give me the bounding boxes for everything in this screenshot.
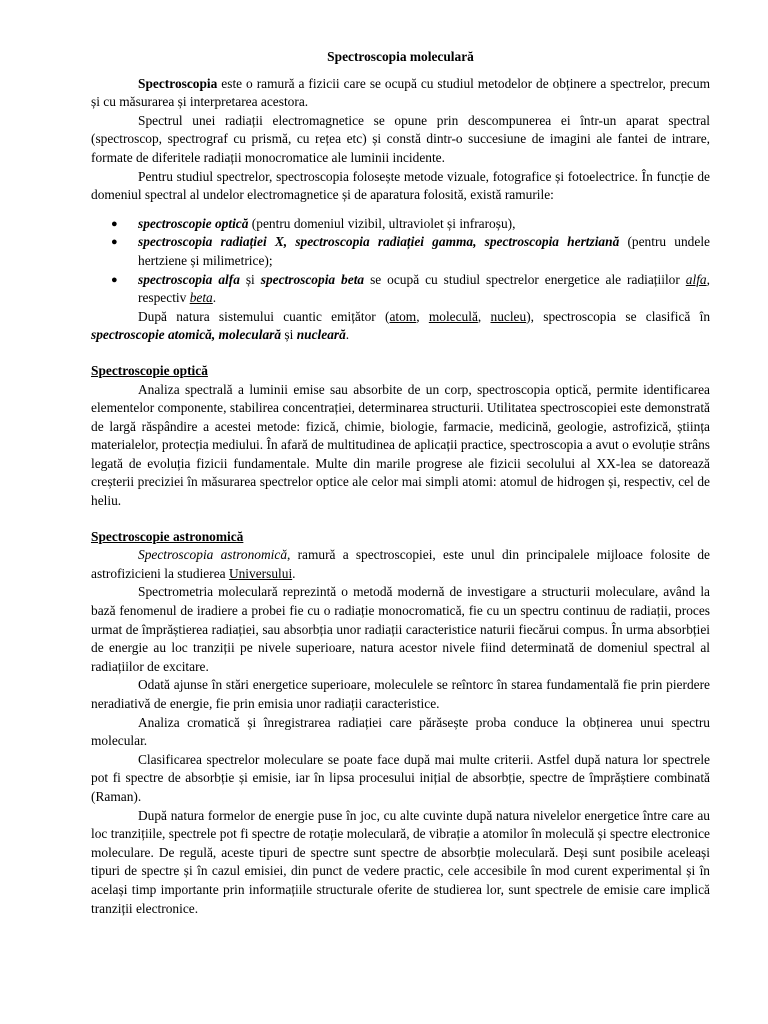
- classification-paragraph: După natura sistemului cuantic emițător (atom, moleculă, nucleu), spectroscopia se clasifică în spectroscopie atomică, moleculară și nucleară.: [91, 308, 711, 343]
- universului-link[interactable]: Universului: [228, 565, 293, 581]
- page-title: Spectroscopia moleculară: [327, 49, 474, 64]
- intro-paragraph-2: Spectrul unei radiații electromagnetice se opune prin descompunerea ei într-un aparat spectral (spectroscop, spectrograf cu prismă, cu rețea etc) și constă dintr-o succesiune de imagini ale fantei de intrare, formate de diferitele radiații monocromatice ale luminii incidente.: [91, 112, 710, 165]
- beta-link[interactable]: beta: [189, 290, 213, 306]
- molecula-link[interactable]: moleculă: [428, 308, 478, 324]
- intro-paragraph-1: Spectroscopia este o ramură a fizicii care se ocupă cu studiul metodelor de obținere a spectrelor, precum și cu măsurarea și interpretarea acestora.: [91, 75, 710, 110]
- bullet-icon: ●: [111, 273, 118, 286]
- astro-paragraph-5: Clasificarea spectrelor moleculare se poate face după mai multe criterii. Astfel după natura lor spectrele pot fi spectre de absorbție și emisie, iar în lipsa procesului inițial de absorbție, spectre de împrăștiere combinată (Raman).: [91, 751, 710, 804]
- section-heading-astronomica: Spectroscopie astronomică: [91, 528, 244, 544]
- astro-paragraph-6: După natura formelor de energie puse în joc, cu alte cuvinte după natura nivelelor energetice între care au loc tranzițiile, spectrele pot fi spectre de rotație moleculară, de vibrație a atomilor în moleculă și spectre electronice moleculare. De regulă, aceste tipuri de spectre sunt spectre de absorbție moleculară. Deși sunt posibile aceleași tipuri de spectre și în cazul emisiei, din punct de vedere practic, cele accesibile în mod curent experimental și în același timp importante prin informațiile structurale oferite de studierea lor, sunt spectrele de emisie care implică tranziții electronice.: [91, 807, 710, 916]
- list-item: ● spectroscopia alfa și spectroscopia beta se ocupă cu studiul spectrelor energetice ale radiațiilor alfa, respectiv beta.: [111, 271, 710, 306]
- nucleu-link[interactable]: nucleu: [490, 308, 527, 324]
- list-item: ● spectroscopie optică (pentru domeniul vizibil, ultraviolet și infraroșu),: [91, 215, 710, 234]
- astro-paragraph-3: Odată ajunse în stări energetice superioare, moleculele se reîntorc în starea fundamentală fie prin pierdere neradiativă de energie, fie prin emisia unor radiații caracteristice.: [91, 677, 710, 711]
- astro-paragraph-1: Spectroscopia astronomică, ramură a spectroscopiei, este unul din principalele mijloace folosite de astrofizicieni la studierea Universului.: [91, 547, 710, 581]
- astro-paragraph-4: Analiza cromatică și înregistrarea radiației care părăsește proba conduce la obținerea unui spectru molecular.: [91, 714, 710, 749]
- intro-paragraph-3: Pentru studiul spectrelor, spectroscopia folosește metode vizuale, fotografice și fotoelectrice. În funcție de domeniul spectral al undelor electromagnetice și de aparatura folosită, există ramurile:: [91, 168, 710, 203]
- branches-list: [91, 215, 710, 308]
- intro-term: Spectroscopia: [138, 75, 218, 91]
- atom-link[interactable]: atom: [389, 308, 417, 324]
- bullet-icon: ●: [111, 236, 118, 249]
- optica-paragraph: Analiza spectrală a luminii emise sau absorbite de un corp, spectroscopia optică, permite identificarea elementelor componente, stabilirea concentrației, determinarea structurii. Utilitatea spectroscopiei este demonstrată de largă răspândire a acestei metode: fizică, chimie, biologie, farmacie, medicină, geologie, astrofizică, știința materialelor, protecția mediului. În afară de multitudinea de aplicații practice, spectroscopia a avut o evoluție strâns legată de evoluția fizicii fundamentale. Multe din marile progrese ale fizicii secolului al XX-lea se datorează creșterii preciziei în măsurarea spectrelor optice ale celor mai simpli atomi: atomul de hidrogen și, respectiv, cel de heliu.: [91, 381, 710, 509]
- astro-paragraph-2: Spectrometria moleculară reprezintă o metodă modernă de investigare a structurii moleculare, având la bază fenomenul de iradiere a probei fie cu o radiație monocromatică, fie cu un spectru continuu de radiații, proces urmat de împrăștierea radiației, sau absorbția unor radiații caracteristice naturii fiecărui compus. În urma absorbției de energie au loc tranziții pe nivele superioare, natura acestor nivele fiind determinată de domeniul spectral al radiațiilor de excitare.: [91, 584, 710, 674]
- section-heading-optica: Spectroscopie optică: [91, 362, 208, 378]
- alfa-link[interactable]: alfa: [685, 271, 707, 287]
- list-item: ● spectroscopia radiației X, spectroscopia radiației gamma, spectroscopia hertziană (pentru undele hertziene și milimetrice);: [111, 234, 710, 268]
- bullet-icon: ●: [111, 217, 118, 230]
